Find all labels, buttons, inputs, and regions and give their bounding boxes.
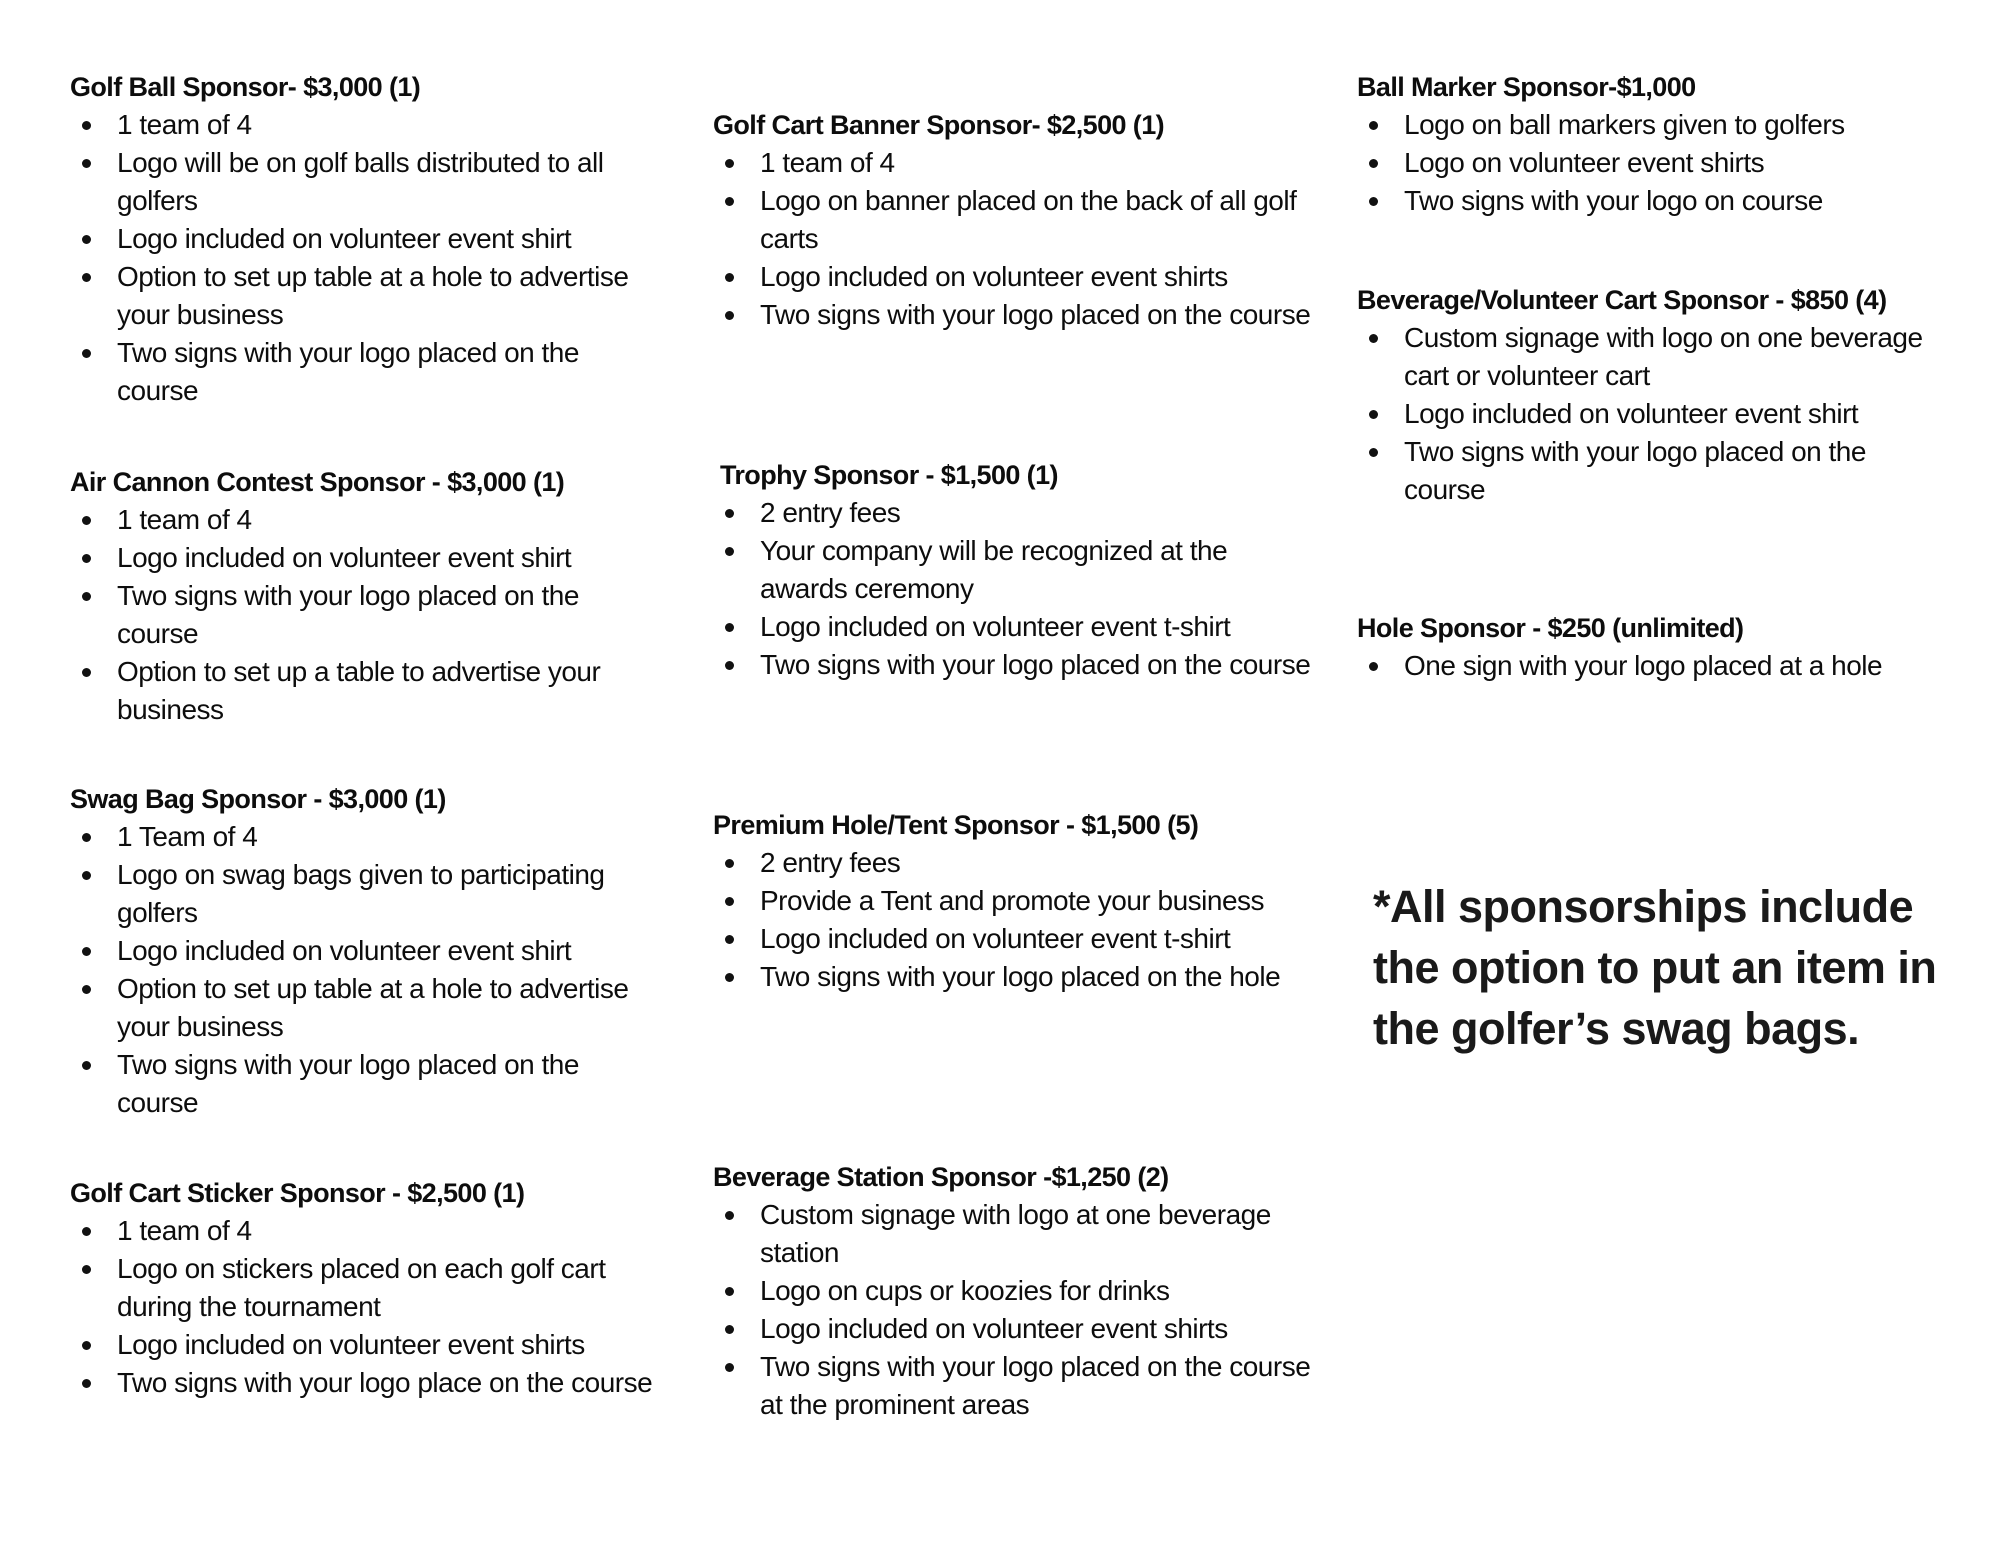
bullet-icon xyxy=(725,859,734,868)
benefit-item xyxy=(713,144,1313,182)
benefit-text: One sign with your logo placed at a hole xyxy=(1404,650,1883,681)
benefit-text: Logo on stickers placed on each golf cart during the tournament xyxy=(117,1253,606,1322)
benefit-item xyxy=(1357,319,1937,395)
bullet-icon xyxy=(1369,159,1378,168)
benefit-item xyxy=(713,1348,1313,1424)
bullet-icon xyxy=(82,554,91,563)
sponsorship-title: Trophy Sponsor - $1,500 (1) xyxy=(720,460,1058,490)
benefit-item xyxy=(713,494,1313,532)
sponsorship-premium-hole-tent xyxy=(713,806,1313,996)
bullet-icon xyxy=(725,623,734,632)
benefit-item xyxy=(713,646,1313,684)
sponsorship-swag-bag xyxy=(70,780,660,1122)
bullet-icon xyxy=(82,833,91,842)
bullet-icon xyxy=(82,947,91,956)
bullet-icon xyxy=(1369,410,1378,419)
bullet-icon xyxy=(725,1287,734,1296)
sponsorship-title: Premium Hole/Tent Sponsor - $1,500 (5) xyxy=(713,810,1199,840)
bullet-icon xyxy=(725,973,734,982)
benefit-text: Logo included on volunteer event t-shirt xyxy=(760,611,1231,642)
benefit-item xyxy=(70,144,660,220)
bullet-icon xyxy=(725,311,734,320)
benefit-item xyxy=(713,258,1313,296)
benefit-list xyxy=(713,844,1313,996)
benefit-item xyxy=(70,818,660,856)
benefit-text: Option to set up a table to advertise your business xyxy=(117,656,601,725)
benefit-text: Custom signage with logo on one beverage cart or volunteer cart xyxy=(1404,322,1923,391)
bullet-icon xyxy=(82,121,91,130)
bullet-icon xyxy=(725,273,734,282)
sponsorship-beverage-station xyxy=(713,1158,1313,1424)
benefit-list xyxy=(713,1196,1313,1424)
benefit-list xyxy=(70,1212,660,1402)
bullet-icon xyxy=(82,668,91,677)
benefit-text: Logo will be on golf balls distributed to all golfers xyxy=(117,147,604,216)
benefit-item xyxy=(1357,144,1957,182)
sponsorship-title: Hole Sponsor - $250 (unlimited) xyxy=(1357,613,1744,643)
sponsorship-ball-marker xyxy=(1357,68,1957,220)
benefit-item xyxy=(713,920,1313,958)
benefit-item xyxy=(70,653,660,729)
benefit-text: 1 Team of 4 xyxy=(117,821,258,852)
benefit-list xyxy=(1357,319,1937,509)
benefit-text: Custom signage with logo at one beverage station xyxy=(760,1199,1271,1268)
benefit-text: Two signs with your logo placed on the course xyxy=(760,299,1311,330)
bullet-icon xyxy=(1369,662,1378,671)
benefit-item xyxy=(70,577,660,653)
bullet-icon xyxy=(82,273,91,282)
bullet-icon xyxy=(725,897,734,906)
benefit-item xyxy=(70,970,660,1046)
benefit-text: Logo on ball markers given to golfers xyxy=(1404,109,1845,140)
benefit-item xyxy=(70,1250,660,1326)
benefit-item xyxy=(1357,395,1937,433)
bullet-icon xyxy=(82,1227,91,1236)
benefit-list xyxy=(713,144,1313,334)
bullet-icon xyxy=(1369,448,1378,457)
bullet-icon xyxy=(725,1363,734,1372)
benefit-item xyxy=(1357,647,1917,685)
benefit-text: Two signs with your logo placed on the course xyxy=(1404,436,1866,505)
benefit-text: Logo included on volunteer event shirt xyxy=(117,223,572,254)
bullet-icon xyxy=(725,1211,734,1220)
benefit-text: Provide a Tent and promote your business xyxy=(760,885,1265,916)
bullet-icon xyxy=(82,871,91,880)
bullet-icon xyxy=(1369,334,1378,343)
bullet-icon xyxy=(82,235,91,244)
benefit-text: Two signs with your logo placed on the course xyxy=(117,580,579,649)
benefit-text: Two signs with your logo place on the course xyxy=(117,1367,653,1398)
benefit-text: Logo on swag bags given to participating golfers xyxy=(117,859,605,928)
benefit-list xyxy=(70,501,660,729)
bullet-icon xyxy=(82,1265,91,1274)
sponsorship-title: Golf Ball Sponsor- $3,000 (1) xyxy=(70,72,421,102)
benefit-text: Logo included on volunteer event shirt xyxy=(117,935,572,966)
bullet-icon xyxy=(82,1061,91,1070)
sponsorship-title: Golf Cart Banner Sponsor- $2,500 (1) xyxy=(713,110,1165,140)
benefit-text: 1 team of 4 xyxy=(760,147,895,178)
benefit-item xyxy=(1357,106,1957,144)
benefit-item xyxy=(70,856,660,932)
sponsorship-title: Swag Bag Sponsor - $3,000 (1) xyxy=(70,784,446,814)
sponsorship-beverage-volunteer-cart xyxy=(1357,281,1937,509)
sponsorship-trophy xyxy=(720,456,1313,684)
benefit-text: Logo on volunteer event shirts xyxy=(1404,147,1765,178)
benefit-text: Logo on cups or koozies for drinks xyxy=(760,1275,1170,1306)
sponsorship-golf-ball xyxy=(70,68,660,410)
bullet-icon xyxy=(82,592,91,601)
benefit-text: 1 team of 4 xyxy=(117,504,252,535)
benefit-item xyxy=(713,1310,1313,1348)
sponsorship-title: Beverage/Volunteer Cart Sponsor - $850 (4) xyxy=(1357,285,1887,315)
benefit-item xyxy=(70,539,660,577)
bullet-icon xyxy=(725,935,734,944)
benefit-text: Two signs with your logo placed on the course xyxy=(117,1049,579,1118)
bullet-icon xyxy=(725,547,734,556)
benefit-item xyxy=(70,220,660,258)
benefit-item xyxy=(70,1326,660,1364)
benefit-text: Option to set up table at a hole to advertise your business xyxy=(117,973,629,1042)
bullet-icon xyxy=(82,1379,91,1388)
bullet-icon xyxy=(82,159,91,168)
benefit-text: Option to set up table at a hole to advertise your business xyxy=(117,261,629,330)
sponsorship-air-cannon xyxy=(70,463,660,729)
benefit-list xyxy=(1357,106,1957,220)
benefit-item xyxy=(70,932,660,970)
benefit-text: Two signs with your logo placed on the hole xyxy=(760,961,1281,992)
sponsorship-title: Air Cannon Contest Sponsor - $3,000 (1) xyxy=(70,467,565,497)
benefit-text: 1 team of 4 xyxy=(117,109,252,140)
benefit-list xyxy=(70,106,660,410)
benefit-item xyxy=(713,958,1313,996)
bullet-icon xyxy=(1369,121,1378,130)
benefit-text: Logo included on volunteer event shirts xyxy=(117,1329,585,1360)
bullet-icon xyxy=(1369,197,1378,206)
swag-bag-note: *All sponsorships include the option to put an item in the golfer’s swag bags. xyxy=(1373,881,1937,1054)
bullet-icon xyxy=(82,1341,91,1350)
benefit-item xyxy=(713,882,1313,920)
benefit-item xyxy=(713,182,1313,258)
bullet-icon xyxy=(725,197,734,206)
sponsorship-golf-cart-banner xyxy=(713,106,1313,334)
benefit-text: 2 entry fees xyxy=(760,497,901,528)
benefit-item xyxy=(1357,433,1937,509)
benefit-text: 1 team of 4 xyxy=(117,1215,252,1246)
benefit-text: Two signs with your logo placed on the course xyxy=(760,649,1311,680)
benefit-item xyxy=(1357,182,1957,220)
benefit-item xyxy=(70,1364,660,1402)
benefit-list xyxy=(70,818,660,1122)
benefit-text: Logo included on volunteer event shirts xyxy=(760,261,1228,292)
benefit-text: Your company will be recognized at the awards ceremony xyxy=(760,535,1228,604)
sponsorship-title: Golf Cart Sticker Sponsor - $2,500 (1) xyxy=(70,1178,525,1208)
benefit-text: Logo included on volunteer event t-shirt xyxy=(760,923,1231,954)
benefit-item xyxy=(70,258,660,334)
benefit-list xyxy=(720,494,1313,684)
bullet-icon xyxy=(725,159,734,168)
benefit-text: Logo included on volunteer event shirt xyxy=(117,542,572,573)
benefit-text: Two signs with your logo placed on the course at the prominent areas xyxy=(760,1351,1311,1420)
bullet-icon xyxy=(82,349,91,358)
sponsorship-golf-cart-sticker xyxy=(70,1174,660,1402)
benefit-item xyxy=(70,1212,660,1250)
benefit-text: Two signs with your logo on course xyxy=(1404,185,1823,216)
benefit-text: Logo on banner placed on the back of all golf carts xyxy=(760,185,1297,254)
benefit-item xyxy=(713,1272,1313,1310)
bullet-icon xyxy=(725,661,734,670)
benefit-text: 2 entry fees xyxy=(760,847,901,878)
benefit-item xyxy=(70,106,660,144)
benefit-text: Logo included on volunteer event shirt xyxy=(1404,398,1859,429)
benefit-item xyxy=(70,334,660,410)
benefit-item xyxy=(713,844,1313,882)
benefit-text: Logo included on volunteer event shirts xyxy=(760,1313,1228,1344)
benefit-item xyxy=(713,608,1313,646)
sponsorship-title: Ball Marker Sponsor-$1,000 xyxy=(1357,72,1696,102)
benefit-item xyxy=(70,1046,660,1122)
benefit-list xyxy=(1357,647,1917,685)
benefit-text: Two signs with your logo placed on the course xyxy=(117,337,579,406)
benefit-item xyxy=(70,501,660,539)
sponsorship-hole xyxy=(1357,609,1917,685)
sponsorship-title: Beverage Station Sponsor -$1,250 (2) xyxy=(713,1162,1169,1192)
bullet-icon xyxy=(82,985,91,994)
bullet-icon xyxy=(725,509,734,518)
benefit-item xyxy=(713,296,1313,334)
benefit-item xyxy=(713,532,1313,608)
bullet-icon xyxy=(82,516,91,525)
benefit-item xyxy=(713,1196,1313,1272)
bullet-icon xyxy=(725,1325,734,1334)
